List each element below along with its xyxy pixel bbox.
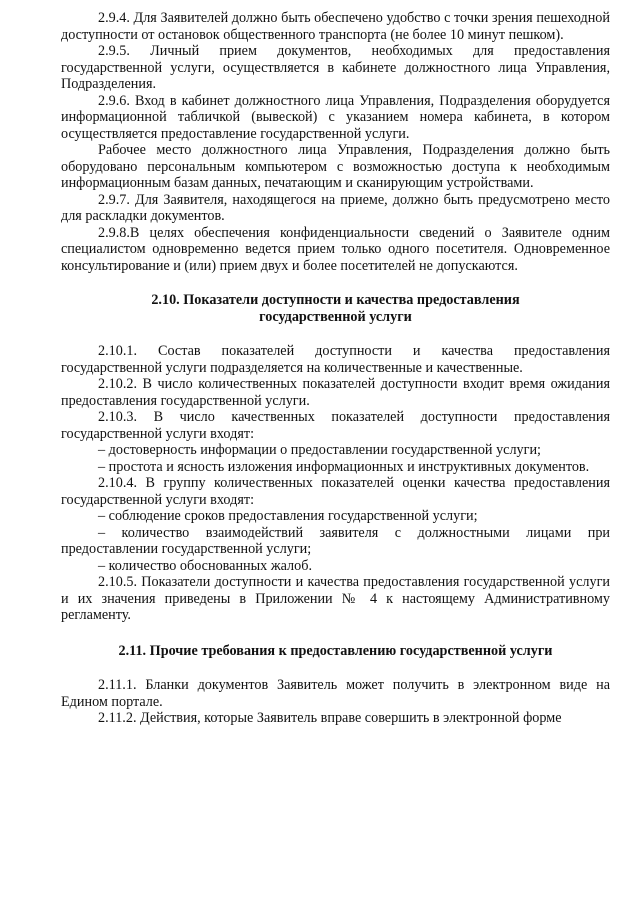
paragraph-2-10-4: 2.10.4. В группу количественных показателей оценки качества предоставления государственной услуги входят: xyxy=(61,475,610,508)
section-heading-2-10-line1: 2.10. Показатели доступности и качества предоставления xyxy=(151,292,520,308)
paragraph-2-9-8: 2.9.8.В целях обеспечения конфиденциальности сведений о Заявителе одним специалистом одновременно ведется прием только одного посетителя. Одновременное консультирование и (или) прием двух и более посетителей не допускаются. xyxy=(61,224,610,274)
section-heading-2-10-line2: государственной услуги xyxy=(259,308,412,325)
paragraph-2-10-1: 2.10.1. Состав показателей доступности и качества предоставления государственной услуги подразделяется на количественные и качественные. xyxy=(61,343,610,376)
list-item-deadlines: – соблюдение сроков предоставления государственной услуги; xyxy=(98,508,478,524)
paragraph-2-9-7: 2.9.7. Для Заявителя, находящегося на приеме, должно быть предусмотрено место для раскладки документов. xyxy=(61,191,610,224)
list-item-clarity: – простота и ясность изложения информационных и инструктивных документов. xyxy=(98,458,590,475)
list-item-interactions: – количество взаимодействий заявителя с должностными лицами при предоставлении государственной услуги; xyxy=(61,524,610,557)
list-item-reliability: – достоверность информации о предоставлении государственной услуги; xyxy=(98,442,541,458)
paragraph-workplace: Рабочее место должностного лица Управления, Подразделения должно быть оборудовано персональным компьютером с возможностью доступа к необходимым информационным базам данных, печатающим и сканирующим устройствами. xyxy=(61,142,610,191)
paragraph-2-9-5: 2.9.5. Личный прием документов, необходимых для предоставления государственной услуги, осуществляется в кабинете должностного лица Управления, Подразделения. xyxy=(61,43,610,92)
section-heading-2-10 xyxy=(61,292,610,325)
paragraph-2-11-1: 2.11.1. Бланки документов Заявитель может получить в электронном виде на Едином портале. xyxy=(61,677,610,710)
list-item-complaints: – количество обоснованных жалоб. xyxy=(98,557,312,574)
paragraph-2-9-4: 2.9.4. Для Заявителей должно быть обеспечено удобство с точки зрения пешеходной доступности от остановок общественного транспорта (не более 10 минут пешком). xyxy=(61,10,610,43)
paragraph-2-9-6: 2.9.6. Вход в кабинет должностного лица Управления, Подразделения оборудуется информационной табличкой (вывеской) с указанием номера кабинета, в котором осуществляется предоставление государственной услуги. xyxy=(61,92,610,142)
section-heading-2-11: 2.11. Прочие требования к предоставлению государственной услуги xyxy=(118,642,553,659)
paragraph-2-11-2: 2.11.2. Действия, которые Заявитель вправе совершить в электронной форме xyxy=(98,710,562,726)
paragraph-2-10-2: 2.10.2. В число количественных показателей доступности входит время ожидания предоставления государственной услуги. xyxy=(61,376,610,409)
paragraph-2-10-3: 2.10.3. В число качественных показателей доступности предоставления государственной услуги входят: xyxy=(61,409,610,442)
paragraph-2-10-5: 2.10.5. Показатели доступности и качества предоставления государственной услуги и их значения приведены в Приложении № 4 к настоящему Административному регламенту. xyxy=(61,574,610,623)
